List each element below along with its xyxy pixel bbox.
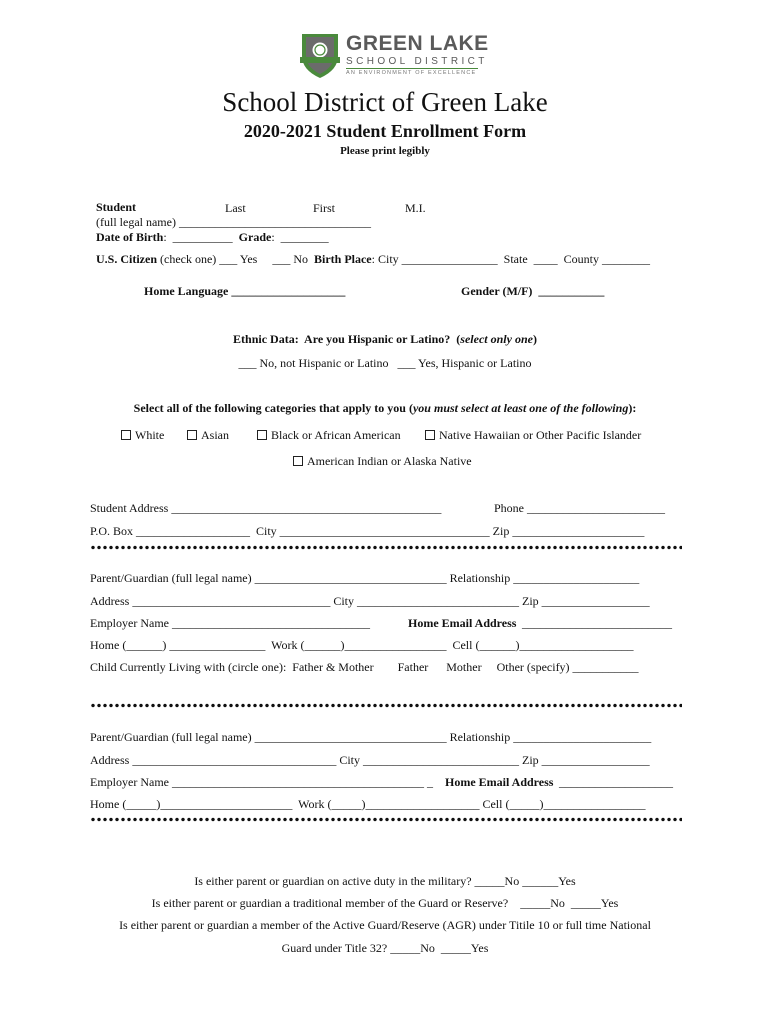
guardian2-email-field[interactable]: ___________________: [559, 775, 673, 789]
citizen-row: [90, 237, 650, 267]
logo-line2: SCHOOL DISTRICT: [346, 56, 488, 67]
military-question-3: Is either parent or guardian a member of the Active Guard/Reserve (AGR) under Titile 10 or full time National: [119, 918, 651, 932]
sub-last: Last: [225, 201, 246, 215]
district-logo: [298, 30, 489, 80]
print-instruction: Please print legibly: [340, 145, 430, 157]
student-label: Student: [96, 200, 137, 214]
guardian2-employer-field[interactable]: Employer Name __________________________________________ _: [90, 775, 433, 789]
birth-place-label: Birth Place: [313, 252, 372, 266]
checkbox-icon[interactable]: [121, 430, 131, 440]
race-instruction: Select all of the following categories that apply to you (you must select at least one of the following):: [133, 401, 637, 415]
guardian1-email-label: Home Email Address: [408, 616, 517, 630]
ethnic-question: Ethnic Data: Are you Hispanic or Latino? (select only one): [233, 332, 537, 346]
grade-field[interactable]: : ________: [271, 230, 329, 244]
checkbox-icon[interactable]: [293, 456, 303, 466]
guardian1-employer-field[interactable]: Employer Name _________________________________: [90, 616, 370, 630]
logo-line1: GREEN LAKE: [346, 32, 489, 55]
race-option-black[interactable]: Black or African American: [257, 428, 401, 443]
phone-field[interactable]: Phone _______________________: [494, 501, 665, 515]
section-divider: [90, 703, 682, 708]
dob-label: Date of Birth: [96, 230, 164, 244]
gender-field[interactable]: Gender (M/F) ___________: [461, 284, 605, 298]
form-title: 2020-2021 Student Enrollment Form: [243, 121, 527, 141]
guardian1-email-field[interactable]: _________________________: [522, 616, 672, 630]
race-option-native[interactable]: American Indian or Alaska Native: [293, 454, 472, 469]
section-divider: [90, 817, 682, 822]
race-option-white[interactable]: White: [121, 428, 164, 443]
checkbox-icon[interactable]: [187, 430, 197, 440]
race-option-hawaiian[interactable]: Native Hawaiian or Other Pacific Islander: [425, 428, 641, 443]
military-question-1[interactable]: Is either parent or guardian on active duty in the military? _____No ______Yes: [194, 874, 576, 888]
district-title: School District of Green Lake: [222, 87, 548, 117]
student-name-field[interactable]: (full legal name) ________________________________: [96, 215, 371, 229]
citizen-label: U.S. Citizen: [96, 252, 157, 266]
logo-rule: [346, 68, 478, 69]
race-option-asian[interactable]: Asian: [187, 428, 229, 443]
guardian2-email-label: Home Email Address: [445, 775, 554, 789]
guardian2-address-field[interactable]: Address __________________________________ City __________________________ Zip __________________: [90, 753, 650, 767]
military-question-4[interactable]: Guard under Title 32? _____No _____Yes: [281, 941, 489, 955]
dob-field[interactable]: : __________: [163, 230, 239, 244]
sub-first: First: [313, 201, 336, 215]
military-question-2[interactable]: Is either parent or guardian a traditional member of the Guard or Reserve? _____No _____Yes: [151, 896, 619, 910]
sub-mi: M.I.: [405, 201, 426, 215]
checkbox-icon[interactable]: [425, 430, 435, 440]
guardian1-phones-field[interactable]: Home (______) ________________ Work (______)_________________ Cell (______)___________________: [90, 638, 634, 652]
student-address-field[interactable]: Student Address _____________________________________________: [90, 501, 442, 515]
grade-label: Grade: [238, 230, 272, 244]
guardian1-name-field[interactable]: Parent/Guardian (full legal name) ________________________________ Relationship _____________________: [90, 571, 640, 585]
guardian2-name-field[interactable]: Parent/Guardian (full legal name) ________________________________ Relationship _______________________: [90, 730, 652, 744]
section-divider: [90, 545, 682, 550]
birth-place-field[interactable]: : City ________________ State ____ County ________: [371, 252, 650, 266]
ethnic-options[interactable]: ___ No, not Hispanic or Latino ___ Yes, Hispanic or Latino: [238, 356, 532, 370]
logo-tagline: AN ENVIRONMENT OF EXCELLENCE: [346, 70, 477, 76]
checkbox-icon[interactable]: [257, 430, 267, 440]
shield-icon: [298, 30, 342, 80]
guardian2-phones-field[interactable]: Home (_____)______________________ Work (_____)___________________ Cell (_____)_________________: [90, 797, 646, 811]
citizen-field[interactable]: (check one) ___ Yes ___ No: [157, 252, 314, 266]
home-language-field[interactable]: Home Language ___________________: [144, 284, 346, 298]
guardian1-living-field[interactable]: Child Currently Living with (circle one): Father & Mother Father Mother Other (specify) ___________: [90, 660, 639, 674]
guardian1-address-field[interactable]: Address _________________________________ City ___________________________ Zip __________________: [90, 594, 650, 608]
po-box-row[interactable]: P.O. Box ___________________ City ___________________________________ Zip ______________________: [90, 524, 645, 538]
